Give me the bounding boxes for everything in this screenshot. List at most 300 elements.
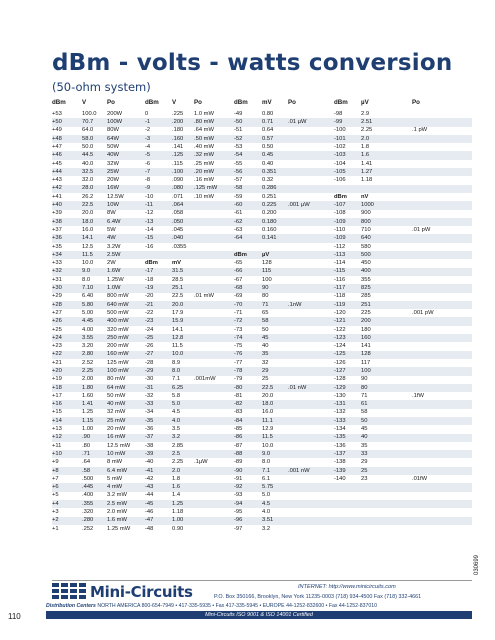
table-cell: 5.75 (262, 484, 274, 491)
table-cell: mV (172, 260, 182, 267)
table-cell: +21 (52, 359, 62, 366)
table-cell: 2.5 mW (107, 500, 127, 507)
table-cell: 0.40 (262, 160, 274, 167)
table-cell: -46 (145, 509, 154, 516)
table-cell: 2.00 (82, 376, 94, 383)
table-cell: 450 (361, 260, 371, 267)
table-cell: +1 (52, 525, 59, 532)
table-cell: .58 (82, 467, 91, 474)
table-cell: 25 (361, 467, 368, 474)
table-cell: -72 (234, 318, 243, 325)
table-cell: -15 (145, 235, 154, 242)
table-cell: 28.0 (82, 185, 94, 192)
table-cell: 45 (262, 334, 269, 341)
table-cell: 0.71 (262, 119, 274, 126)
table-cell: 12.5W (107, 193, 124, 200)
table-cell: 58.0 (82, 135, 94, 142)
table-row (52, 293, 472, 301)
table-cell: .355 (82, 500, 94, 507)
table-cell: 5W (107, 226, 116, 233)
table-cell: +53 (52, 110, 62, 117)
table-cell: 2.51 (361, 119, 373, 126)
table-cell: -101 (334, 135, 346, 142)
table-cell: 8 mW (107, 459, 123, 466)
table-cell: -104 (334, 160, 346, 167)
table-cell: -17 (145, 268, 154, 275)
table-cell: .01 nW (288, 384, 307, 391)
table-cell: .125 (172, 152, 184, 159)
table-cell: -105 (334, 168, 346, 175)
table-cell: -58 (234, 185, 243, 192)
table-cell: 58 (262, 318, 269, 325)
table-cell: -64 (234, 235, 243, 242)
table-cell: .90 (82, 434, 91, 441)
table-cell: -81 (234, 392, 243, 399)
table-cell: .32 mW (194, 152, 214, 159)
table-cell: 0.286 (262, 185, 277, 192)
table-cell: .100 (172, 168, 184, 175)
table-cell: 6.4 mW (107, 467, 127, 474)
table-cell: 285 (361, 293, 371, 300)
table-cell: 9.0 (82, 268, 91, 275)
table-cell: 1.18 (361, 177, 373, 184)
table-cell: -61 (234, 210, 243, 217)
table-cell: -126 (334, 359, 346, 366)
table-cell: 8W (107, 210, 116, 217)
table-cell: +25 (52, 326, 62, 333)
table-cell: -25 (145, 334, 154, 341)
table-cell: 2.5W (107, 251, 121, 258)
table-cell: .64 (82, 459, 91, 466)
table-cell: -34 (145, 409, 154, 416)
table-cell: .80 mW (194, 119, 214, 126)
table-cell: 0.32 (262, 177, 274, 184)
table-cell: -22 (145, 309, 154, 316)
table-cell: 50.0 (82, 143, 94, 150)
table-row (52, 243, 472, 251)
table-cell: 80 mW (107, 376, 126, 383)
table-cell: 18.0 (82, 218, 94, 225)
column-header: V (82, 99, 87, 106)
table-cell: 10.0 (262, 442, 274, 449)
table-cell: 40 (361, 434, 368, 441)
table-cell: 20.0 (82, 210, 94, 217)
table-cell: 800 (361, 218, 371, 225)
table-cell: 1000 (361, 202, 374, 209)
table-cell: 35 (262, 351, 269, 358)
table-cell: 20.0 (172, 301, 184, 308)
table-cell: -140 (334, 475, 346, 482)
table-cell: 7.1 (262, 467, 271, 474)
table-cell: +31 (52, 276, 62, 283)
table-cell: 0.225 (262, 202, 277, 209)
table-cell: +38 (52, 218, 62, 225)
table-cell: -119 (334, 301, 346, 308)
table-cell: +49 (52, 127, 62, 134)
table-cell: +41 (52, 193, 62, 200)
table-cell: -113 (334, 251, 346, 258)
table-cell: 900 (361, 210, 371, 217)
table-cell: 1.60 (82, 392, 94, 399)
table-cell: 225 (361, 309, 371, 316)
table-cell: 58 (361, 409, 368, 416)
table-cell: -139 (334, 467, 346, 474)
table-cell: -1 (145, 119, 151, 126)
distribution-label: Distribution Centers (46, 603, 96, 609)
table-cell: 29 (361, 459, 368, 466)
table-cell: 26.2 (82, 193, 94, 200)
table-cell: .058 (172, 210, 184, 217)
table-cell: 90 (262, 285, 269, 292)
page-subtitle: (50-ohm system) (52, 80, 151, 94)
table-cell: +23 (52, 343, 62, 350)
table-cell: +42 (52, 185, 62, 192)
internet-address[interactable]: INTERNET: http://www.minicircuits.com (298, 584, 396, 590)
table-cell: .50 mW (194, 135, 214, 142)
table-cell: 32.0 (82, 177, 94, 184)
table-cell: 10.0 (82, 260, 94, 267)
table-cell: 800 mW (107, 293, 129, 300)
table-cell: 32 (262, 359, 269, 366)
table-cell: 16.0 (82, 226, 94, 233)
table-cell: -54 (234, 152, 243, 159)
table-cell: .40 mW (194, 143, 214, 150)
table-cell: 16.0 (262, 409, 274, 416)
table-cell: .1fW (412, 392, 424, 399)
table-cell: 8.0 (82, 276, 91, 283)
table-row (52, 301, 472, 309)
table-cell: 100 (361, 368, 371, 374)
table-cell: -52 (234, 135, 243, 142)
table-cell: -73 (234, 326, 243, 333)
table-cell: .1µW (194, 459, 208, 466)
table-cell: +16 (52, 401, 62, 408)
table-cell: 0 (145, 110, 149, 117)
table-cell: 141 (361, 343, 371, 350)
table-cell: 5.0 (172, 401, 181, 408)
table-cell: -94 (234, 500, 243, 507)
table-row (52, 326, 472, 334)
table-cell: 35 (361, 442, 368, 449)
table-cell: -50 (234, 119, 243, 126)
table-cell: -39 (145, 450, 154, 457)
table-cell: 2.25 (172, 459, 184, 466)
table-cell: 17.9 (172, 309, 184, 316)
table-cell: 33 (361, 450, 368, 457)
table-cell: .280 (82, 517, 94, 524)
table-row (52, 218, 472, 226)
table-cell: +47 (52, 143, 62, 150)
table-cell: 80W (107, 127, 119, 134)
table-cell: +33 (52, 260, 62, 267)
table-cell: .01 pW (412, 226, 431, 233)
table-cell: .01 µW (288, 119, 307, 126)
table-row (52, 193, 472, 201)
table-row (52, 351, 472, 359)
table-cell: 50 (361, 417, 368, 424)
table-cell: -40 (145, 459, 154, 466)
table-cell: 22.5 (82, 202, 94, 209)
table-cell: -102 (334, 143, 346, 150)
table-cell: 6.1 (262, 475, 271, 482)
table-cell: 2.25 (82, 368, 94, 374)
table-cell: dBm (234, 251, 247, 258)
table-cell: +9 (52, 459, 59, 466)
table-cell: -16 (145, 243, 154, 250)
table-cell: -130 (334, 392, 346, 399)
table-cell: -76 (234, 351, 243, 358)
table-cell: 100 (262, 276, 272, 283)
table-cell: 117 (361, 359, 371, 366)
table-cell: 40.0 (82, 160, 94, 167)
table-cell: 11.5 (82, 251, 93, 258)
table-cell: 4.5 (262, 500, 271, 507)
table-cell: -127 (334, 368, 346, 374)
table-cell: 1.25 mW (107, 525, 131, 532)
table-cell: +19 (52, 376, 62, 383)
table-cell: 1.6 mW (107, 517, 127, 524)
table-cell: .1 pW (412, 127, 428, 134)
table-row (52, 400, 472, 408)
table-cell: -71 (234, 309, 243, 316)
table-cell: µV (262, 251, 270, 258)
table-cell: -47 (145, 517, 154, 524)
table-row (52, 210, 472, 218)
table-cell: .050 (172, 218, 184, 225)
table-row (52, 185, 472, 193)
table-cell: -108 (334, 210, 346, 217)
table-row (52, 450, 472, 458)
table-row (52, 475, 472, 483)
table-cell: 10.0 (172, 351, 184, 358)
table-cell: 2.0 (361, 135, 370, 142)
table-cell: +12 (52, 434, 62, 441)
table-cell: 70.7 (82, 119, 94, 126)
table-cell: +34 (52, 251, 62, 258)
table-cell: 20.0 (262, 392, 274, 399)
table-cell: -42 (145, 475, 154, 482)
table-cell: +18 (52, 384, 62, 391)
table-row (52, 110, 472, 118)
table-cell: 0.351 (262, 168, 277, 175)
table-cell: -89 (234, 459, 243, 466)
iso-certification-banner: Mini-Circuits ISO 9001 & ISO 14001 Certified (46, 611, 472, 619)
table-row (52, 359, 472, 367)
table-cell: 1.8 (172, 475, 181, 482)
table-cell: 640 (361, 235, 371, 242)
table-cell: 15.9 (172, 318, 184, 325)
table-cell: -123 (334, 334, 346, 341)
table-cell: 0.50 (262, 143, 274, 150)
table-cell: 4.0 (172, 417, 181, 424)
distribution-details: NORTH AMERICA 800-654-7949 • 417-335-5935 • Fax 417-335-5945 • EUROPE 44-1252-832600 • Fax 44-1252-837010 (97, 603, 378, 609)
table-cell: 3.2W (107, 243, 121, 250)
table-row (52, 392, 472, 400)
table-cell: 8.9 (172, 359, 181, 366)
table-cell: -79 (234, 376, 243, 383)
table-cell: 640 mW (107, 301, 129, 308)
table-row (52, 268, 472, 276)
table-cell: -19 (145, 285, 154, 292)
table-cell: 0.45 (262, 152, 274, 159)
table-cell: 14.1 (82, 235, 94, 242)
table-row (52, 276, 472, 284)
table-row (52, 334, 472, 342)
table-cell: .252 (82, 525, 94, 532)
table-cell: 2.9 (361, 110, 370, 117)
table-cell: 10 mW (107, 450, 126, 457)
table-cell: 0.160 (262, 226, 277, 233)
table-cell: 32W (107, 160, 119, 167)
table-cell: 100 mW (107, 368, 129, 374)
table-cell: +29 (52, 293, 62, 300)
table-cell: 5.0 (262, 492, 271, 499)
table-cell: 0.141 (262, 235, 277, 242)
table-cell: -51 (234, 127, 243, 134)
table-cell: 2.25 (361, 127, 373, 134)
table-cell: -10 (145, 193, 154, 200)
table-cell: -56 (234, 168, 243, 175)
table-cell: 0.200 (262, 210, 277, 217)
table-cell: 580 (361, 243, 371, 250)
table-cell: 1.6 (361, 152, 370, 159)
table-cell: 7.1 (172, 376, 181, 383)
table-cell: -38 (145, 442, 154, 449)
table-cell: 1.80 (82, 384, 94, 391)
table-cell: -96 (234, 517, 243, 524)
table-cell: 4W (107, 235, 116, 242)
table-cell: 22.5 (262, 384, 274, 391)
table-cell: +6 (52, 484, 59, 491)
table-cell: 250 mW (107, 334, 129, 341)
table-cell: 12.5 (82, 243, 94, 250)
table-cell: 2.5 (172, 450, 181, 457)
table-cell: -110 (334, 226, 346, 233)
table-cell: -84 (234, 417, 243, 424)
table-cell: 16W (107, 185, 119, 192)
table-cell: 11.1 (262, 417, 273, 424)
table-cell: 12.8 (172, 334, 184, 341)
table-cell: -62 (234, 218, 243, 225)
table-cell: -80 (234, 384, 243, 391)
table-cell: 1.6 (172, 484, 181, 491)
table-cell: -59 (234, 193, 243, 200)
table-cell: dBm (145, 260, 158, 267)
table-cell: 128 (262, 260, 272, 267)
table-cell: .001mW (194, 376, 216, 383)
column-header: dBm (145, 99, 159, 106)
table-cell: .01 mW (194, 293, 214, 300)
table-row (52, 442, 472, 450)
table-cell: 251 (361, 301, 371, 308)
table-cell: .64 mW (194, 127, 214, 134)
column-header: Po (107, 99, 115, 106)
table-cell: -129 (334, 384, 346, 391)
document-code: 030699 (474, 554, 480, 575)
table-cell: 90 (361, 376, 368, 383)
table-cell: +43 (52, 177, 62, 184)
table-cell: 2.52 (82, 359, 94, 366)
column-header: Po (194, 99, 202, 106)
table-cell: 2.0 (172, 467, 181, 474)
table-cell: 1.00 (172, 517, 184, 524)
table-cell: 50 mW (107, 392, 126, 399)
table-cell: -3 (145, 135, 151, 142)
table-cell: -97 (234, 525, 243, 532)
table-cell: 16 mW (107, 434, 126, 441)
table-cell: -135 (334, 434, 346, 441)
table-cell: .160 (172, 135, 184, 142)
table-cell: 1.0 mW (194, 110, 214, 117)
conversion-table (52, 97, 472, 533)
table-cell: -106 (334, 177, 346, 184)
column-header: µV (361, 99, 369, 106)
table-row (52, 417, 472, 425)
table-cell: -137 (334, 450, 346, 457)
table-cell: 3.2 (172, 434, 181, 441)
table-cell: .71 (82, 450, 91, 457)
table-cell: -88 (234, 450, 243, 457)
table-cell: +44 (52, 168, 62, 175)
table-cell: 10W (107, 202, 119, 209)
table-cell: 20W (107, 177, 119, 184)
table-cell: 32 mW (107, 409, 126, 416)
table-cell: 80 (262, 293, 269, 300)
table-cell: 100W (107, 119, 123, 126)
table-cell: -20 (145, 293, 154, 300)
table-cell: -37 (145, 434, 154, 441)
table-cell: +50 (52, 119, 62, 126)
table-cell: -43 (145, 484, 154, 491)
table-row (52, 118, 472, 126)
table-cell: -45 (145, 500, 154, 507)
page-number: 110 (8, 612, 21, 621)
table-cell: 1.41 (82, 401, 94, 408)
table-cell: .20 mW (194, 168, 214, 175)
table-cell: -121 (334, 318, 346, 325)
table-cell: nV (361, 193, 369, 200)
mini-circuits-logo (52, 583, 193, 601)
table-cell: +37 (52, 226, 62, 233)
table-cell: 3.55 (82, 334, 94, 341)
table-cell: -85 (234, 426, 243, 433)
table-cell: 4.0 (262, 509, 271, 516)
table-cell: 1.8 (361, 143, 370, 150)
table-cell: 1.15 (82, 417, 94, 424)
table-cell: 1.27 (361, 168, 373, 175)
table-row (52, 483, 472, 491)
table-cell: -14 (145, 226, 154, 233)
table-cell: -53 (234, 143, 243, 150)
table-cell: -99 (334, 119, 343, 126)
table-cell: -131 (334, 401, 346, 408)
table-cell: -29 (145, 368, 154, 374)
table-cell: 6.25 (172, 384, 184, 391)
table-cell: 29 (262, 368, 269, 374)
table-cell: -124 (334, 343, 346, 350)
table-cell: -57 (234, 177, 243, 184)
table-cell: 500 mW (107, 309, 129, 316)
table-cell: -44 (145, 492, 154, 499)
table-cell: +5 (52, 492, 59, 499)
table-cell: 2.0 mW (107, 509, 127, 516)
table-cell: -103 (334, 152, 346, 159)
table-cell: +36 (52, 235, 62, 242)
table-cell: +17 (52, 392, 62, 399)
table-cell: 1.25 (82, 409, 94, 416)
table-cell: 61 (361, 401, 368, 408)
table-cell: 100.0 (82, 110, 97, 117)
